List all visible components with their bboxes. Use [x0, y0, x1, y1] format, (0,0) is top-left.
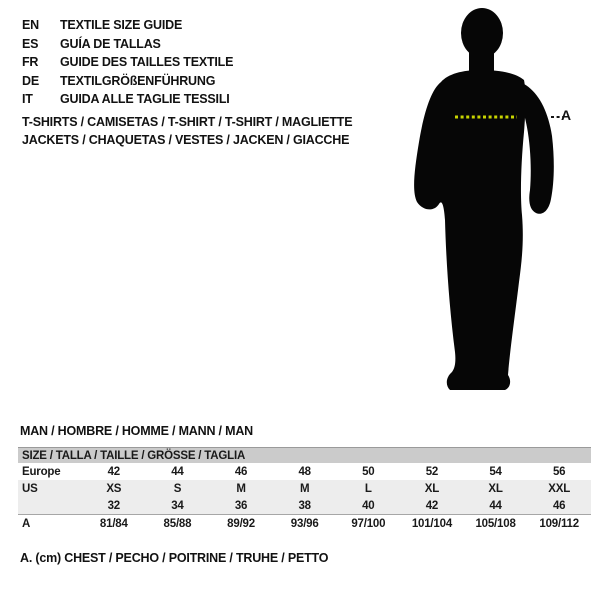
language-title: GUIDA ALLE TAGLIE TESSILI: [60, 92, 230, 106]
size-cell: 36: [234, 499, 248, 512]
size-cell: 109/112: [527, 515, 591, 533]
language-row: [22, 72, 233, 91]
row-label: A: [18, 515, 82, 533]
size-table: [18, 447, 591, 532]
language-code: FR: [22, 55, 39, 69]
language-row: [22, 90, 233, 109]
size-cell: 101/104: [400, 515, 464, 533]
size-cell: 40: [362, 499, 375, 512]
size-cell: 93/96: [273, 515, 337, 533]
man-silhouette-figure: [400, 0, 600, 400]
language-title: GUIDE DES TAILLES TEXTILE: [60, 55, 234, 69]
size-cell: M: [236, 482, 246, 495]
table-row-chest-cm: [18, 515, 591, 533]
row-label: Europe: [22, 465, 61, 478]
size-cell: L: [364, 482, 372, 495]
size-table-header-row: [18, 448, 591, 464]
size-cell: 46: [552, 499, 566, 512]
row-label: [18, 497, 82, 515]
language-code: EN: [22, 18, 39, 32]
language-code: DE: [22, 73, 39, 88]
size-cell: XXL: [548, 482, 571, 495]
size-cell: 85/88: [146, 515, 210, 533]
size-cell: 42: [425, 499, 439, 512]
size-cell: 81/84: [82, 515, 146, 533]
language-row: [22, 35, 233, 54]
silhouette-right-arm: [521, 84, 554, 214]
size-cell: M: [299, 482, 310, 495]
size-cell: 56: [552, 465, 566, 478]
language-row: [22, 53, 233, 72]
language-code: IT: [22, 92, 33, 106]
measure-footnote: A. (cm) CHEST / PECHO / POITRINE / TRUHE / PETTO: [20, 551, 329, 565]
size-cell: 105/108: [464, 515, 528, 533]
garment-line-tshirts: T-SHIRTS / CAMISETAS / T-SHIRT / T-SHIRT / MAGLIETTE: [22, 115, 353, 129]
garment-category-lines: [22, 113, 352, 149]
language-title: TEXTILGRÖßENFÜHRUNG: [60, 73, 216, 88]
size-cell: XL: [488, 482, 503, 495]
size-cell: 38: [298, 499, 311, 512]
language-title-list: [22, 16, 233, 109]
size-cell: 52: [425, 465, 439, 478]
size-cell: XL: [424, 482, 440, 495]
garment-line-jackets: JACKETS / CHAQUETAS / VESTES / JACKEN / GIACCHE: [22, 133, 350, 147]
size-cell: 44: [171, 465, 184, 478]
language-title: TEXTILE SIZE GUIDE: [60, 18, 183, 32]
size-cell: 48: [298, 465, 311, 478]
man-silhouette-svg: [400, 0, 600, 400]
size-cell: 50: [362, 465, 375, 478]
silhouette-body: [414, 70, 525, 390]
size-cell: XS: [106, 482, 122, 495]
size-cell: 89/92: [209, 515, 273, 533]
section-title-man: MAN / HOMBRE / HOMME / MANN / MAN: [20, 424, 253, 438]
size-cell: 44: [489, 499, 502, 512]
size-cell: 32: [107, 499, 121, 512]
language-code: ES: [22, 36, 39, 51]
row-label: US: [22, 482, 38, 495]
size-cell: 97/100: [337, 515, 401, 533]
size-cell: 42: [107, 465, 121, 478]
size-cell: 34: [171, 499, 184, 512]
size-table-header: SIZE / TALLA / TAILLE / GRÖSSE / TAGLIA: [18, 448, 591, 464]
measure-label-a: A: [561, 107, 572, 123]
silhouette-neck: [469, 46, 494, 72]
language-row: [22, 16, 233, 35]
table-row-europe: [18, 463, 591, 480]
size-cell: 46: [234, 465, 248, 478]
table-row-us-numeric: [18, 497, 591, 515]
size-cell: S: [173, 482, 182, 495]
language-title: GUÍA DE TALLAS: [60, 36, 161, 51]
table-row-us: [18, 480, 591, 497]
size-cell: 54: [489, 465, 502, 478]
